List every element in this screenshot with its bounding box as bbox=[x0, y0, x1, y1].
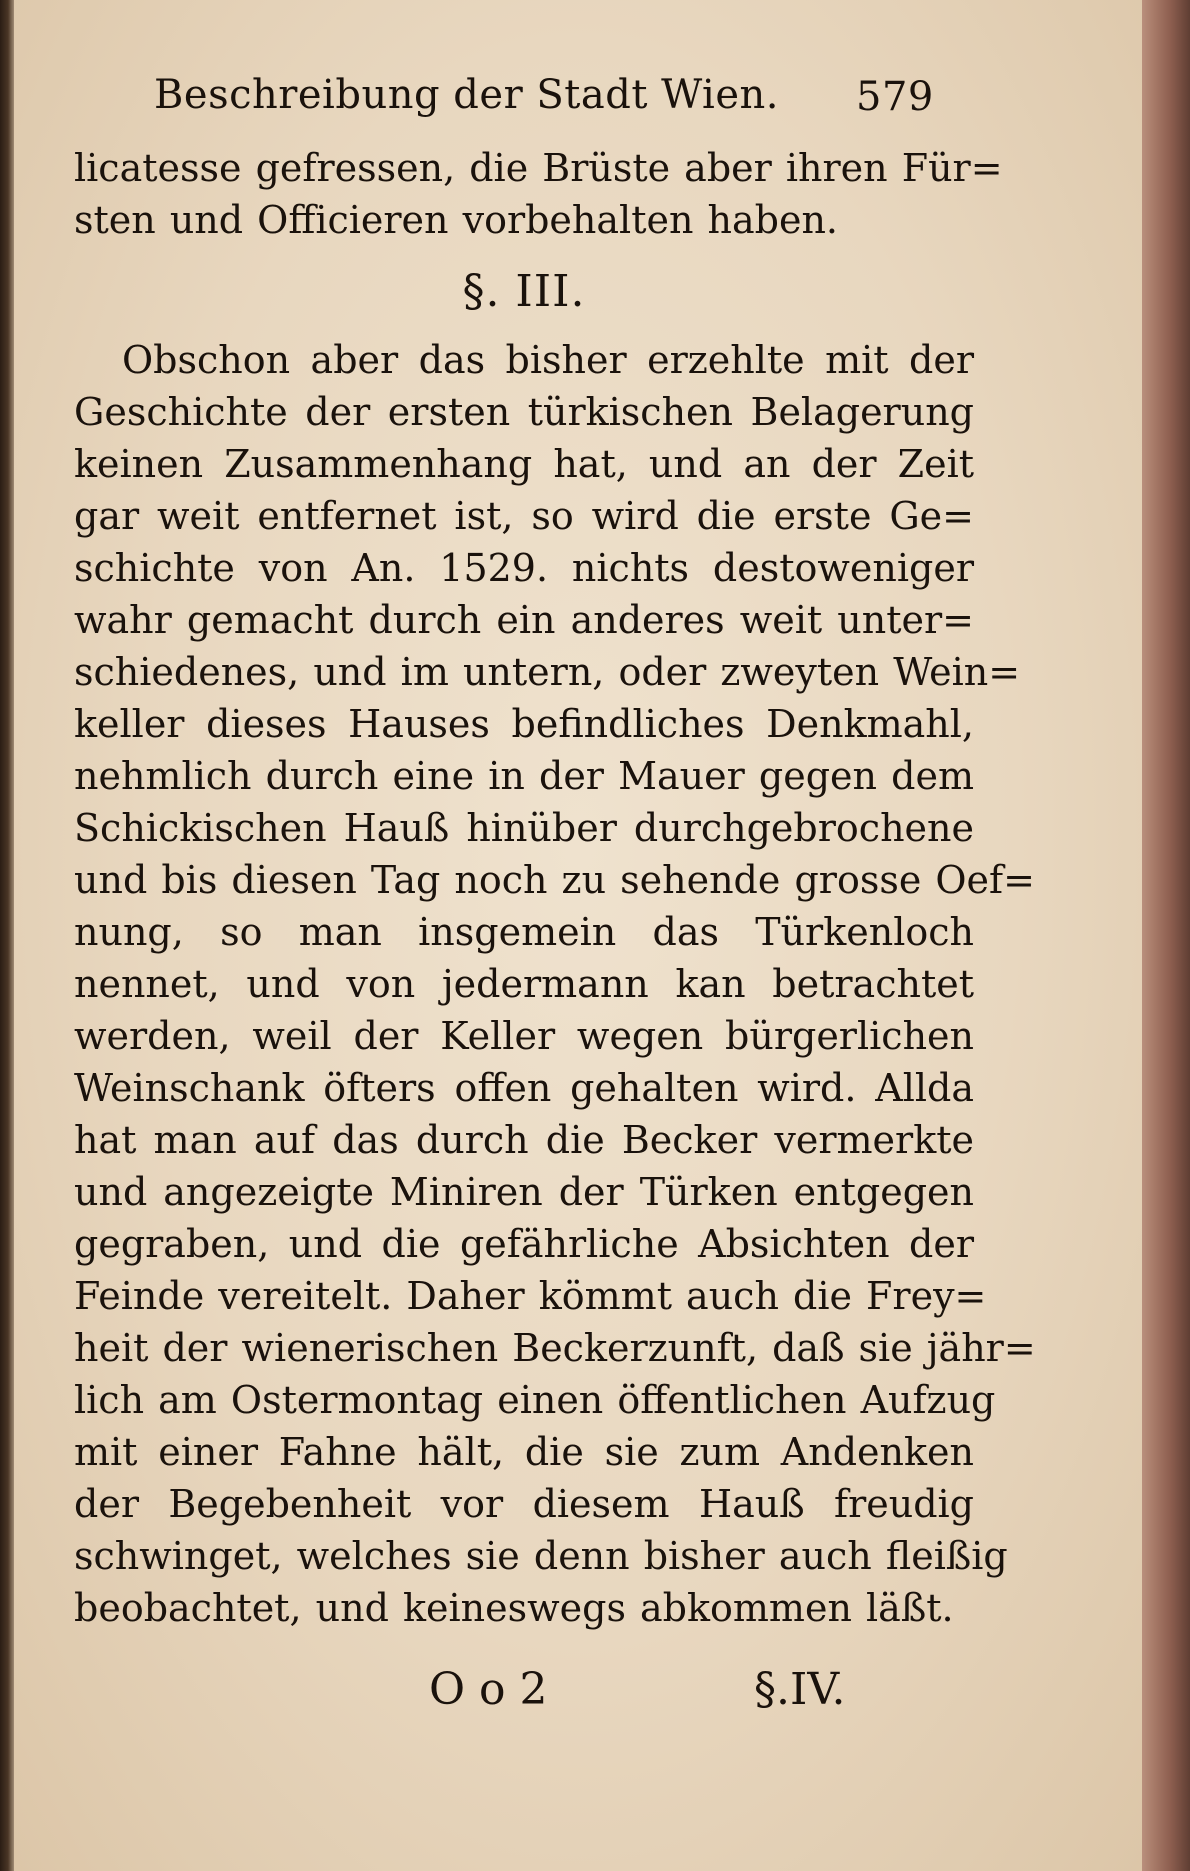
body-line: Geschichte der ersten türkischen Belagerung bbox=[74, 390, 974, 434]
body-line: und bis diesen Tag noch zu sehende grosse Oef= bbox=[74, 858, 1035, 902]
body-line: und angezeigte Miniren der Türken entgegen bbox=[74, 1170, 974, 1214]
catchword: §.IV. bbox=[754, 1664, 846, 1715]
body-line: Weinschank öfters offen gehalten wird. Allda bbox=[74, 1066, 974, 1110]
page-footer bbox=[74, 1656, 974, 1726]
body-line: nehmlich durch eine in der Mauer gegen dem bbox=[74, 754, 974, 798]
book-edge bbox=[1142, 0, 1190, 1871]
body-line: schiedenes, und im untern, oder zweyten Wein= bbox=[74, 650, 1021, 694]
body-line: hat man auf das durch die Becker vermerkte bbox=[74, 1118, 974, 1162]
body-line: lich am Ostermontag einen öffentlichen Aufzug bbox=[74, 1378, 996, 1422]
text-block bbox=[74, 58, 1036, 1726]
body-line: heit der wienerischen Beckerzunft, daß sie jähr= bbox=[74, 1326, 1036, 1370]
body-line: werden, weil der Keller wegen bürgerlichen bbox=[74, 1014, 974, 1058]
body-line: Schickischen Hauß hinüber durchgebrochene bbox=[74, 806, 974, 850]
signature-mark: O o 2 bbox=[429, 1664, 548, 1715]
body-line: licatesse gefressen, die Brüste aber ihren Für= bbox=[74, 146, 1003, 190]
body-line: der Begebenheit vor diesem Hauß freudig bbox=[74, 1482, 974, 1526]
body-line: mit einer Fahne hält, die sie zum Andenken bbox=[74, 1430, 974, 1474]
page-number: 579 bbox=[856, 74, 934, 120]
body-line: beobachtet, und keineswegs abkommen läßt. bbox=[74, 1586, 954, 1630]
body-line: schwinget, welches sie denn bisher auch fleißig bbox=[74, 1534, 1008, 1578]
body-line: keinen Zusammenhang hat, und an der Zeit bbox=[74, 442, 974, 486]
body-line: Feinde vereitelt. Daher kömmt auch die Frey= bbox=[74, 1274, 987, 1318]
body-line: schichte von An. 1529. nichts destoweniger bbox=[74, 546, 974, 590]
body-line: wahr gemacht durch ein anderes weit unter= bbox=[74, 598, 974, 642]
body-line: gar weit entfernet ist, so wird die erste Ge= bbox=[74, 494, 974, 538]
section-heading: §. III. bbox=[462, 266, 586, 317]
body-line: sten und Officieren vorbehalten haben. bbox=[74, 198, 839, 242]
book-page bbox=[14, 0, 1144, 1871]
body-line: nennet, und von jedermann kan betrachtet bbox=[74, 962, 974, 1006]
body-line: gegraben, und die gefährliche Absichten der bbox=[74, 1222, 974, 1266]
body-line: keller dieses Hauses befindliches Denkmahl, bbox=[74, 702, 974, 746]
page-header bbox=[74, 58, 974, 142]
body-line: nung, so man insgemein das Türkenloch bbox=[74, 910, 974, 954]
paragraph bbox=[74, 334, 1036, 1634]
running-title: Beschreibung der Stadt Wien. bbox=[154, 72, 779, 118]
body-line: Obschon aber das bisher erzehlte mit der bbox=[122, 338, 974, 382]
